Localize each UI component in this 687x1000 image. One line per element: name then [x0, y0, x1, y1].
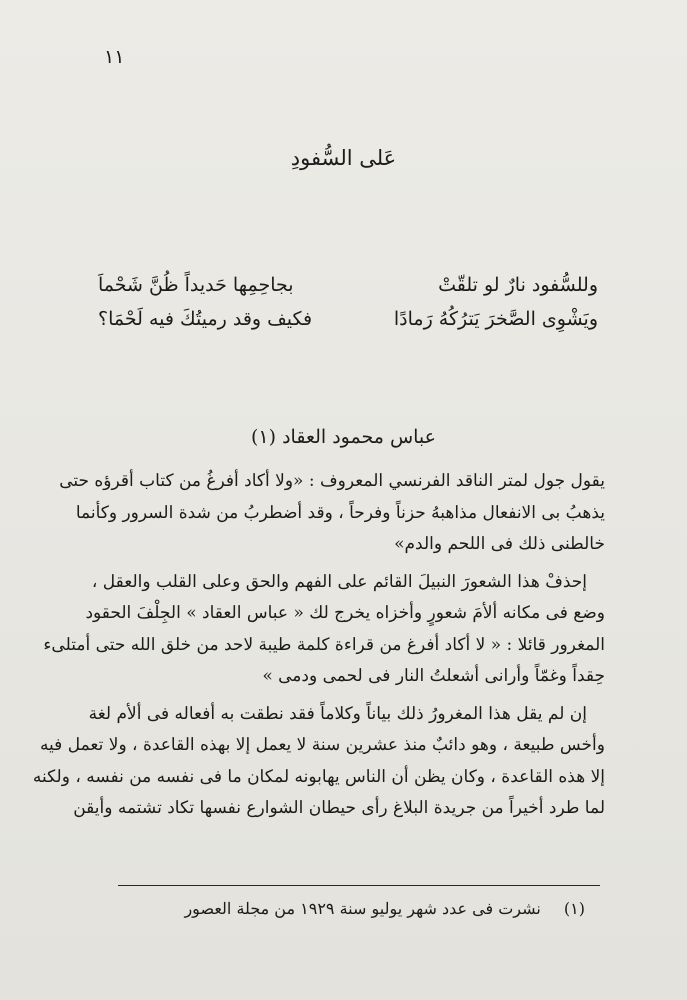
footnote-marker: (١) [563, 899, 585, 918]
paragraph [32, 699, 605, 825]
text-line: يذهبُ بى الانفعال مذاهبهُ حزناً وفرحاً ، وقد أضطربُ من شدة السرور وكأنما [75, 502, 605, 523]
poem-block [98, 268, 598, 336]
poem-line [98, 268, 598, 302]
text-line: يقول جول لمتر الناقد الفرنسي المعروف : «ولا أكاد أفرغُ من كتاب أقرؤه حتى [59, 471, 605, 491]
page-number: ١١ [104, 46, 125, 68]
poem-line [98, 302, 598, 336]
text-line: خالطنى ذلك فى اللحم والدم» [394, 534, 605, 554]
text-line: وأخس طبيعة ، وهو دائبٌ منذ عشرين سنة لا يعمل إلا بهذه القاعدة ، ولا تعمل فيه [39, 735, 605, 755]
text-line: وضع فى مكانه ألأمَ شعورٍ وأخزاه يخرج لك « عباس العقاد » الجِلْفَ الحقود [85, 603, 605, 623]
text-line: إن لم يقل هذا المغرورُ ذلك بياناً وكلاماً فقد نطقت به أفعاله فى ألأم لغة [88, 703, 587, 724]
body-text [32, 466, 605, 831]
footnote [120, 896, 585, 922]
footnote-divider [118, 885, 600, 886]
text-line: لما طرد أخيراً من جريدة البلاغ رأى حيطان الشوارع نفسها تكاد تشتمه وأيقن [73, 798, 605, 818]
text-line: المغرور قائلا : « لا أكاد أفرغ من قراءة كلمة طيبة لاحد من خلق الله حتى أمتلىء [43, 634, 605, 655]
chapter-title: عَلى السُّفودِ [290, 146, 397, 170]
footnote-text: نشرت فى عدد شهر يوليو سنة ١٩٢٩ من مجلة العصور [184, 899, 541, 918]
text-line: حِقداً وغمّاً وأرانى أشعلتُ النار فى لحمى ودمى » [262, 666, 605, 686]
poem-first-hemistich: ويَشْوِى الصَّخرَ يَترُكُهُ رَمادًا [393, 308, 598, 330]
section-heading: عباس محمود العقاد (١) [250, 426, 437, 448]
poem-second-hemistich: فكيف وقد رميتُكَ فيه لَحْمَا؟ [98, 308, 313, 330]
text-line: إحذفْ هذا الشعورَ النبيلَ القائم على الفهم والحق وعلى القلب والعقل ، [91, 571, 587, 592]
paragraph [59, 466, 605, 561]
poem-second-hemistich: بجاحِمِها حَديداً ظُنَّ شَحْماَ [98, 274, 294, 296]
text-line: إلا هذه القاعدة ، وكان يظن أن الناس يهابونه لمكان ما فى نفسه من نفسه ، ولكنه [32, 766, 605, 787]
poem-first-hemistich: وللسُّفود نارٌ لو تلقّتْ [438, 274, 598, 296]
paragraph [43, 567, 605, 693]
